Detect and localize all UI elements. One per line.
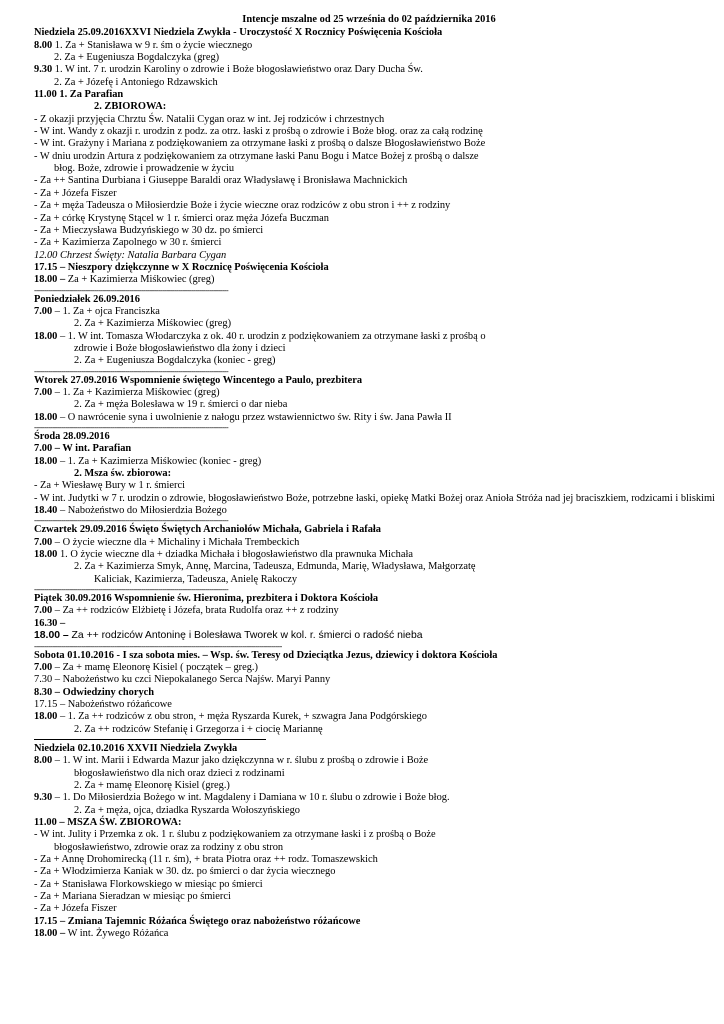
intention-line: - Za + Józefa Fiszer [34, 187, 117, 199]
intention-line: 11.00 1. Za Parafian [34, 89, 124, 101]
intention-line: - W int. Judytki w 7 r. urodzin o zdrowie, błogosławieństwo Boże, potrzebne łaski, opiekę Matki Bożej oraz Anioła Stróża nad jej braciszkiem, rodzicami i bliskimi [34, 492, 715, 504]
intention-line: - Za + Mariana Sieradzan w miesiąc po śmierci [34, 891, 231, 903]
intention-line: 16.30 – [34, 617, 66, 629]
intention-line: 7.00 – 1. Za + Kazimierza Miśkowiec (greg) [34, 386, 220, 398]
section-divider: ---------------------------------------------------------------------------------------------- [34, 517, 229, 525]
section-divider: ---------------------------------------------------------------------------------------------- [34, 367, 229, 375]
intention-line: - Za + Mieczysława Budzyńskiego w 30 dz. po śmierci [34, 224, 264, 236]
page-title: Intencje mszalne od 25 września do 02 października 2016 [242, 14, 496, 25]
intention-line: 2. Za ++ rodziców Stefanię i Grzegorza i + ciocię Mariannę [74, 723, 323, 735]
intention-line: Poniedziałek 26.09.2016 [34, 293, 140, 305]
intention-line: 2. Za + męża Bolesława w 19 r. śmierci o dar nieba [74, 399, 288, 411]
intention-line: 17.15 – Nieszpory dziękczynne w X Rocznicę Poświęcenia Kościoła [34, 261, 329, 273]
intention-line: Środa 28.09.2016 [34, 431, 110, 442]
intention-line: 2. Za + Eugeniusza Bogdalczyka (koniec - greg) [74, 355, 276, 367]
intention-line: - Za + Kazimierza Zapolnego w 30 r. śmierci [34, 237, 222, 249]
intention-line: 9.30 1. W int. 7 r. urodzin Karoliny o zdrowie i Boże błogosławieństwo oraz Dary Ducha Św. [34, 64, 423, 76]
intention-line: 17.15 – Nabożeństwo różańcowe [34, 698, 172, 710]
section-divider: ---------------------------------------------------------------------------------------------- [34, 424, 229, 431]
intention-line: 2. Za + męża, ojca, dziadka Ryszarda Wołoszyńskiego [74, 804, 301, 816]
intention-line: 12.00 Chrzest Święty: Natalia Barbara Cygan [34, 249, 227, 261]
intention-line: 18.00 – Za ++ rodziców Antoninę i Bolesława Tworek w kol. r. śmierci o radość nieba [34, 630, 423, 642]
intention-line: 2. Za + Kazimierza Miśkowiec (greg) [74, 318, 232, 330]
intention-line: 18.00 – 1. Za + Kazimierza Miśkowiec (koniec - greg) [34, 455, 262, 467]
intention-line: 2. Za + mamę Eleonorę Kisiel (greg.) [74, 779, 230, 791]
intention-line: 18.00 – 1. W int. Tomasza Włodarczyka z ok. 40 r. urodzin z podziękowaniem za otrzymane łaski z prośbą o [34, 330, 486, 342]
intention-line: 18.40 – Nabożeństwo do Miłosierdzia Bożego [34, 505, 227, 517]
intention-line: 2. Msza św. zbiorowa: [74, 468, 172, 480]
intention-line: 2. Za + Kazimierza Smyk, Annę, Marcina, Tadeusza, Edmunda, Marię, Władysława, Małgorzatę [74, 561, 476, 573]
intention-line: - W dniu urodzin Artura z podziękowaniem za otrzymane łaski Panu Bogu i Matce Bożej z prośbą o dalsze [34, 150, 479, 162]
intention-line: - W int. Wandy z okazji r. urodzin z podz. za otrz. łaski z prośbą o zdrowie i Boże błog. oraz za całą rodzinę [34, 126, 483, 138]
intention-line: 18.00 1. O życie wieczne dla + dziadka Michała i błogosławieństwo dla prawnuka Michała [34, 549, 413, 561]
intention-line: 8.00 – 1. W int. Marii i Edwarda Mazur jako dziękczynna w r. ślubu z prośbą o zdrowie i Boże [34, 755, 429, 767]
intention-line: - W int. Grażyny i Mariana z podziękowaniem za otrzymane łaski z prośbą o dalsze Błogosławieństwo Boże [34, 138, 486, 150]
intention-line: 2. ZBIOROWA: [94, 101, 167, 113]
intention-line: 17.15 – Zmiana Tajemnic Różańca Świętego oraz nabożeństwo różańcowe [34, 915, 361, 927]
intention-line: 18.00 – 1. Za ++ rodziców z obu stron, + męża Ryszarda Kurek, + szwagra Jana Podgórskiego [34, 711, 427, 723]
intention-line: - W int. Julity i Przemka z ok. 1 r. ślubu z podziękowaniem za otrzymane łaski i z prośbą o Boże [34, 829, 436, 841]
intention-line: - Za ++ Santina Durbiana i Giuseppe Baraldi oraz Władysławę i Bronisława Machnickich [34, 175, 408, 187]
section-divider: ------------------------------------------------------------------------------------------------------------------------ [34, 642, 282, 650]
intention-line: 2. Za + Eugeniusza Bogdalczyka (greg) [54, 52, 220, 64]
intention-line: - Za + Włodzimierza Kaniak w 30. dz. po śmierci o dar życia wiecznego [34, 866, 336, 878]
section-divider: ---------------------------------------------------------------------------------------------- [34, 586, 229, 594]
section-divider: ---------------------------------------------------------------------------------------------- [34, 286, 229, 294]
intention-line: Sobota 01.10.2016 - I sza sobota mies. – Wsp. św. Teresy od Dzieciątka Jezus, dziewicy i doktora Kościoła [34, 649, 498, 661]
intention-line: Niedziela 25.09.2016XXVI Niedziela Zwykła - Uroczystość X Rocznicy Poświęcenia Kościoła [34, 27, 443, 39]
intention-line: - Za + Annę Drohomirecką (11 r. śm), + brata Piotra oraz ++ rodz. Tomaszewskich [34, 854, 378, 865]
intention-line: 9.30 – 1. Do Miłosierdzia Bożego w int. Magdaleny i Damiana w 10 r. ślubu o zdrowie i Boże błog. [34, 792, 450, 804]
intention-line: 2. Za + Józefę i Antoniego Rdzawskich [54, 76, 218, 88]
intention-line: - Za + Wiesławę Bury w 1 r. śmierci [34, 480, 185, 492]
section-divider-solid [34, 739, 266, 740]
intention-line: 7.00 – W int. Parafian [34, 443, 132, 455]
intention-line: - Za + Józefa Fiszer [34, 903, 117, 915]
intention-line: 18.00 – Za + Kazimierza Miśkowiec (greg) [34, 274, 215, 286]
intention-line: Kaliciak, Kazimierza, Tadeusza, Anielę Rakoczy [94, 573, 298, 585]
intention-line: błogosławieństwo, zdrowie oraz za rodziny z obu stron [54, 841, 284, 853]
intention-line: Czwartek 29.09.2016 Święto Świętych Archaniołów Michała, Gabriela i Rafała [34, 524, 381, 536]
intention-line: - Za + Stanisława Florkowskiego w miesiąc po śmierci [34, 878, 263, 890]
intention-line: 18.00 – W int. Żywego Różańca [34, 928, 169, 940]
intentions-list [34, 27, 715, 940]
intention-line: 7.30 – Nabożeństwo ku czci Niepokalanego Serca Najśw. Maryi Panny [34, 674, 331, 686]
intention-line: Wtorek 27.09.2016 Wspomnienie świętego Wincentego a Paulo, prezbitera [34, 374, 363, 386]
intention-line: 11.00 – MSZA ŚW. ZBIOROWA: [34, 816, 182, 828]
intention-line: - Z okazji przyjęcia Chrztu Św. Natalii Cygan oraz w int. Jej rodziców i chrzestnych [34, 113, 385, 125]
intention-line: 18.00 – O nawrócenie syna i uwolnienie z nałogu przez wstawiennictwo św. Rity i św. Jana Pawła II [34, 411, 452, 423]
intention-line: Niedziela 02.10.2016 XXVII Niedziela Zwykła [34, 742, 238, 754]
intention-line: błogosławieństwo dla nich oraz dzieci z rodzinami [74, 767, 285, 779]
intention-line: - Za + córkę Krystynę Stącel w 1 r. śmierci oraz męża Józefa Buczman [34, 212, 329, 224]
intention-line: - Za + męża Tadeusza o Miłosierdzie Boże i życie wieczne oraz rodziców z obu stron i ++ z rodziny [34, 200, 451, 212]
intention-line: zdrowie i Boże błogosławieństwo dla żony i dzieci [74, 342, 286, 354]
intention-line: Piątek 30.09.2016 Wspomnienie św. Hieronima, prezbitera i Doktora Kościoła [34, 593, 379, 605]
intention-line: błog. Boże, zdrowie i prowadzenie w życiu [54, 163, 235, 175]
intention-line: 7.00 – O życie wieczne dla + Michaliny i Michała Trembeckich [34, 536, 300, 548]
intention-line: 7.00 – 1. Za + ojca Franciszka [34, 305, 160, 317]
intention-line: 7.00 – Za + mamę Eleonorę Kisiel ( początek – greg.) [34, 661, 258, 673]
intention-line: 8.30 – Odwiedziny chorych [34, 686, 155, 698]
intention-line: 8.00 1. Za + Stanisława w 9 r. śm o życie wiecznego [34, 39, 253, 51]
intention-line: 7.00 – Za ++ rodziców Elżbietę i Józefa, brata Rudolfa oraz ++ z rodziny [34, 605, 339, 617]
